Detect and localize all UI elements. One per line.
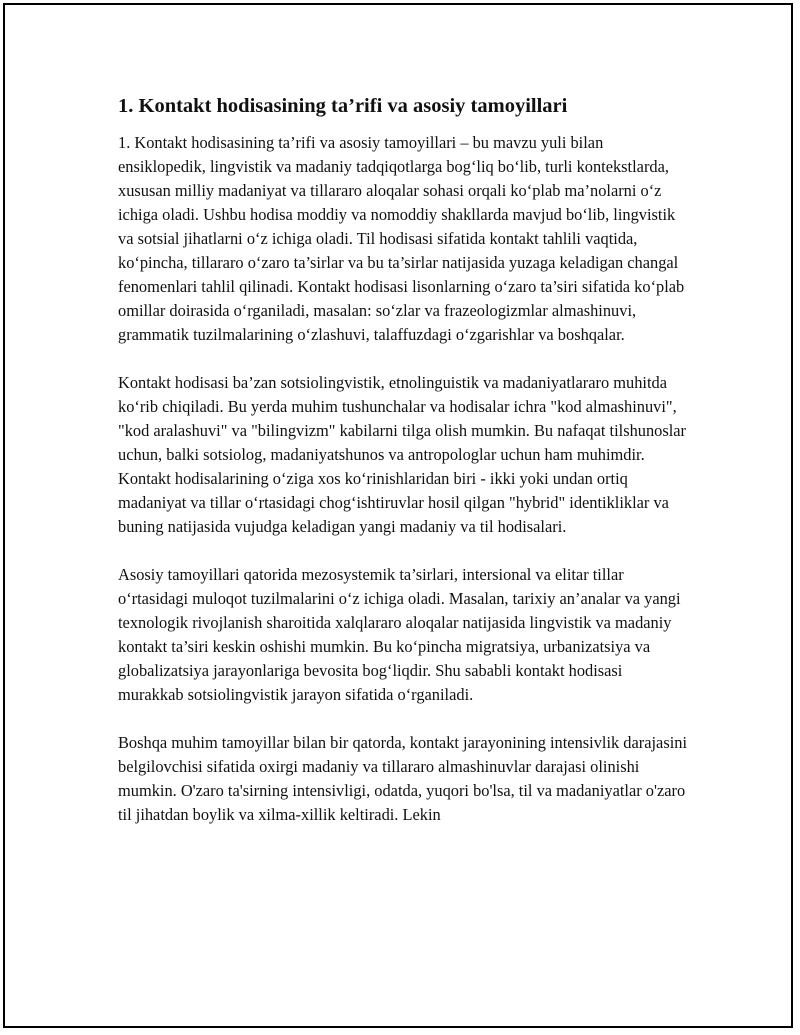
paragraph-2: Kontakt hodisasi ba’zan sotsiolingvistik, etnolinguistik va madaniyatlararo muhitda ko‘rib chiqiladi. Bu yerda muhim tushunchalar va hodisalar ichra "kod almashinuvi", "kod aralashuvi" va "bilingvizm" kabilarni tilga olish mumkin. Bu nafaqat tilshunoslar uchun, balki sotsiolog, madaniyatshunos va antropologlar uchun ham muhimdir. Kontakt hodisalarining o‘ziga xos ko‘rinishlaridan biri - ikki yoki undan ortiq madaniyat va tillar o‘rtasidagi chog‘ishtiruvlar hosil qilgan "hybrid" identikliklar va buning natijasida vujudga keladigan yangi madaniy va til hodisalari.: [118, 373, 687, 536]
paragraph-4: Boshqa muhim tamoyillar bilan bir qatorda, kontakt jarayonining intensivlik darajasini belgilovchisi sifatida oxirgi madaniy va tillararo almashinuvlar darajasi olinishi mumkin. O'zaro ta'sirning intensivligi, odatda, yuqori bo'lsa, til va madaniyatlar o'zaro til jihatdan boylik va xilma-xillik keltiradi. Lekin: [118, 733, 688, 824]
document-body: [118, 92, 688, 851]
paragraph-3: Asosiy tamoyillari qatorida mezosystemik ta’sirlari, intersional va elitar tillar o‘rtasidagi muloqot tuzilmalarini o‘z ichiga oladi. Masalan, tarixiy an’analar va yangi texnologik rivojlanish sharoitida xalqlararo aloqalar natijasida lingvistik va madaniy kontakt ta’siri keskin oshishi mumkin. Bu ko‘pincha migratsiya, urbanizatsiya va globalizatsiya jarayonlariga bevosita bog‘liqdir. Shu sababli kontakt hodisasi murakkab sotsiolingvistik jarayon sifatida o‘rganiladi.: [118, 565, 681, 704]
paragraph-1: 1. Kontakt hodisasining ta’rifi va asosiy tamoyillari – bu mavzu yuli bilan ensiklopedik, lingvistik va madaniy tadqiqotlarga bog‘liq bo‘lib, turli kontekstlarda, xususan milliy madaniyat va tillararo aloqalar sohasi orqali ko‘plab ma’nolarni o‘z ichiga oladi. Ushbu hodisa moddiy va nomoddiy shakllarda mavjud bo‘lib, lingvistik va sotsial jihatlarni o‘z ichiga oladi. Til hodisasi sifatida kontakt tahlili vaqtida, ko‘pincha, tillararo o‘zaro ta’sirlar va bu ta’sirlar natijasida yuzaga keladigan changal fenomenlari tahlil qilinadi. Kontakt hodisasi lisonlarning o‘zaro ta’siri sifatida ko‘plab omillar doirasida o‘rganiladi, masalan: so‘zlar va frazeologizmlar almashinuvi, grammatik tuzilmalarining o‘zlashuvi, talaffuzdagi o‘zgarishlar va boshqalar.: [118, 133, 685, 344]
section-heading: 1. Kontakt hodisasining ta’rifi va asosiy tamoyillari: [118, 95, 568, 117]
